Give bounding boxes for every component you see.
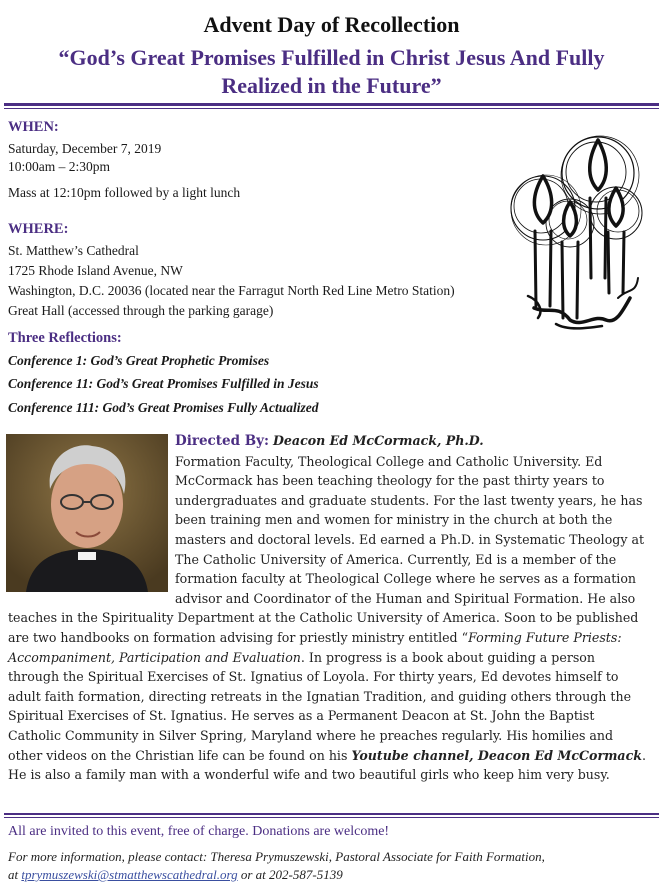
book-title: Forming Future Priests: Accompaniment, Participation and Evaluation	[8, 629, 622, 665]
contact-info	[8, 848, 648, 884]
bio-text: . In progress is a book about guiding a person through the Spiritual Exercises of St. Ignatius of Loyola. For thirty years, Ed devotes himself to adult faith formation, directing retreats in the Ignatian Tradition, and guiding others through the Spiritual Exercises of St. Ignatius. He serves as a Permanent Deacon at St. John the Baptist Catholic Community in Silver Spring, Maryland where he preaches regularly. His homilies and other videos on the Christian life can be found on his	[8, 649, 632, 763]
contact-line-2	[8, 866, 648, 884]
phone-text: or at 202-587-5139	[237, 867, 343, 882]
bio-text: . He is also a family man with a wonderful wife and two beautiful girls who keep him very busy.	[8, 747, 646, 783]
event-time: 10:00am – 2:30pm	[8, 159, 110, 174]
subtitle-line-1: “God’s Great Promises Fulfilled in Christ Jesus And Fully	[58, 45, 605, 70]
portrait-spacer	[8, 431, 175, 591]
divider	[4, 108, 659, 109]
conference-item: Conference 11: God’s Great Promises Fulfilled in Jesus	[8, 376, 319, 391]
director-bio	[8, 431, 648, 785]
divider	[4, 813, 659, 815]
page-title: Advent Day of Recollection	[203, 12, 460, 37]
director-name: Deacon Ed McCormack, Ph.D.	[272, 433, 484, 448]
conference-item: Conference 1: God’s Great Prophetic Promises	[8, 353, 270, 368]
at-prefix: at	[8, 867, 22, 882]
invitation-text: All are invited to this event, free of charge. Donations are welcome!	[8, 824, 390, 839]
advent-candles-icon	[498, 128, 648, 333]
contact-line: For more information, please contact: Theresa Prymuszewski, Pastoral Associate for Faith Formation,	[8, 849, 545, 864]
address-line: St. Matthew’s Cathedral	[8, 243, 139, 258]
event-date: Saturday, December 7, 2019	[8, 141, 162, 156]
divider	[4, 817, 659, 818]
bio-text: Formation Faculty, Theological College and Catholic University. Ed McCormack has been teaching theology for the past thirty years to undergraduates and graduate students. For the last twenty years, he has been training men and women for ministry in the church at both the masters and doctoral levels. Ed earned a Ph.D. in Systematic Theology at The Catholic University of America. Currently, Ed is a member of the formation faculty at Theological College where he serves as a formation advisor and Coordinator of the Human and Spiritual Formation. He also teaches in the Spirituality Department at the Catholic University of America. Soon to be published are two handbooks on formation advising for priestly ministry entitled “	[8, 453, 645, 645]
youtube-channel: Youtube channel, Deacon Ed McCormack	[351, 747, 642, 763]
mass-info: Mass at 12:10pm followed by a light lunch	[8, 185, 241, 200]
conference-item: Conference 111: God’s Great Promises Fully Actualized	[8, 400, 319, 415]
divider	[4, 103, 659, 106]
subtitle-line-2: Realized in the Future”	[221, 73, 442, 98]
address-line: 1725 Rhode Island Avenue, NW	[8, 263, 183, 278]
email-link[interactable]: tprymuszewski@stmatthewscathedral.org	[21, 867, 238, 882]
directed-by-label: Directed By:	[175, 433, 269, 449]
reflections-heading: Three Reflections:	[8, 330, 122, 346]
when-heading: WHEN:	[8, 119, 59, 135]
address-line: Great Hall (accessed through the parking garage)	[8, 303, 274, 318]
event-subtitle	[20, 44, 643, 100]
where-heading: WHERE:	[8, 221, 69, 237]
address-line: Washington, D.C. 20036 (located near the Farragut North Red Line Metro Station)	[8, 283, 455, 298]
